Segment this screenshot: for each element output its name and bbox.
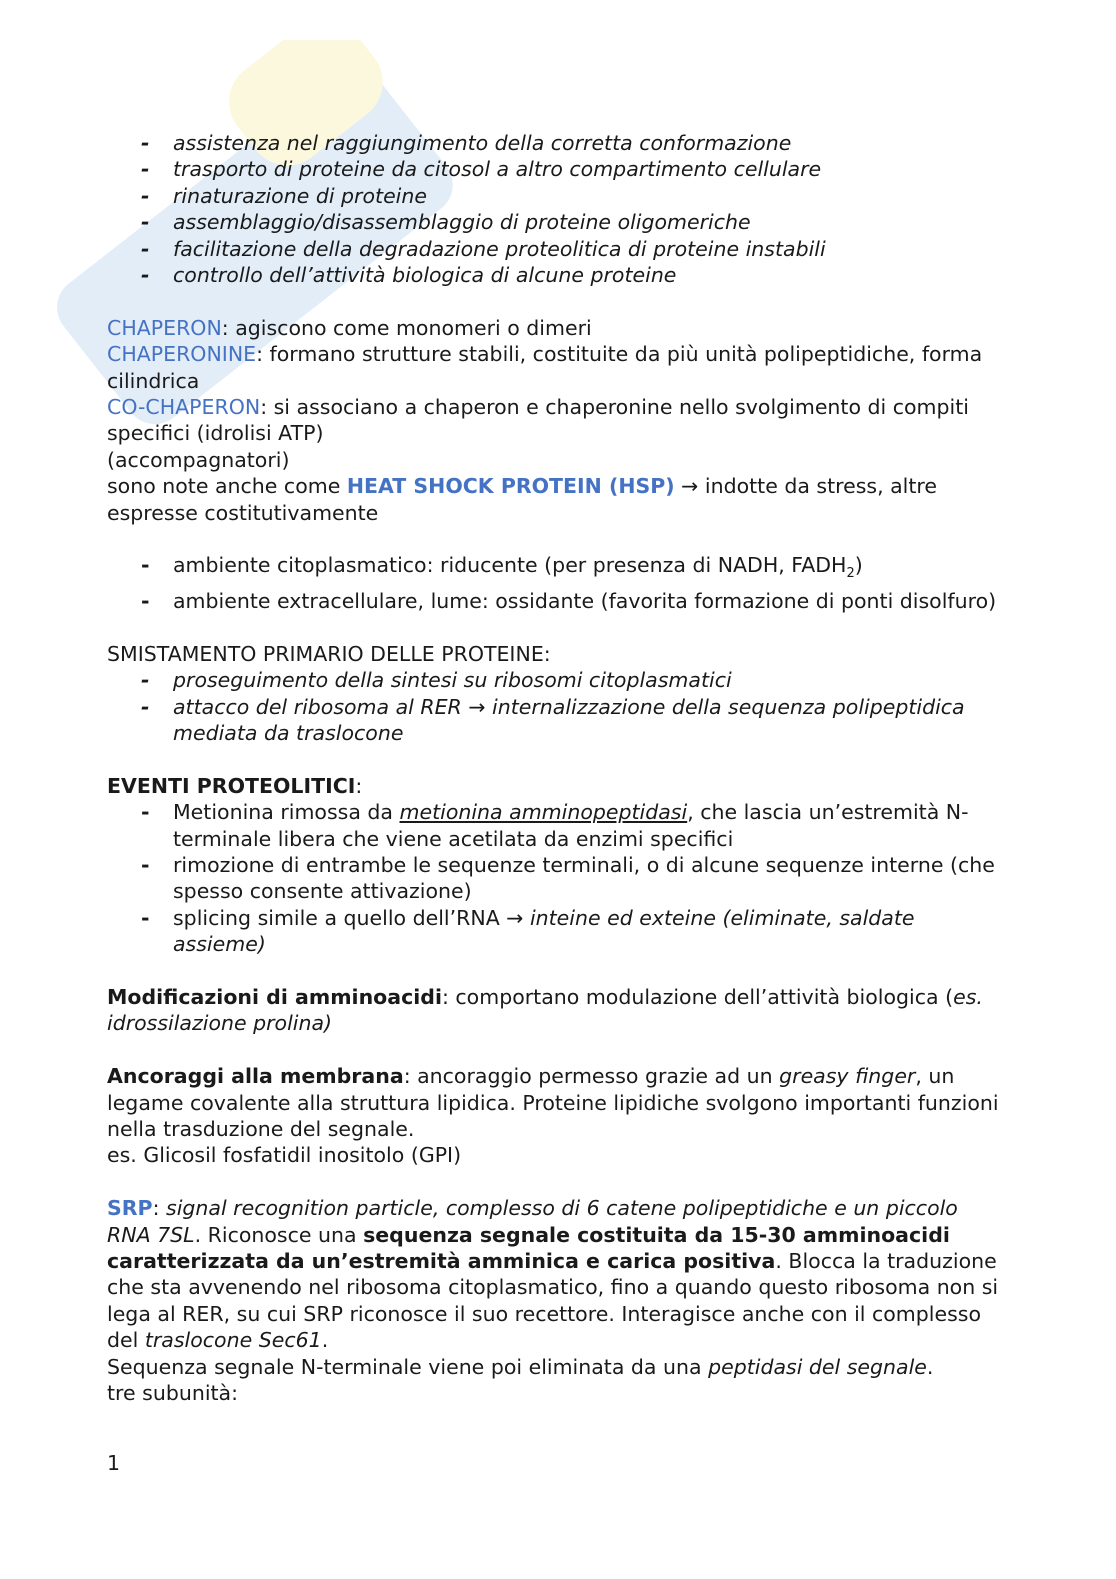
srp-text-1: . Riconosce una [194,1222,364,1247]
list-item: - assistenza nel raggiungimento della corretta conformazione [173,130,1007,156]
list-item: - ambiente extracellulare, lume: ossidante (favorita formazione di ponti disolfuro) [173,588,1007,614]
ancoraggi-ital: greasy finger [779,1064,916,1089]
modificazioni-term: Modificazioni di amminoacidi [107,985,442,1010]
hsp-term: HEAT SHOCK PROTEIN (HSP) [346,474,675,499]
list-item: - attacco del ribosoma al RER → internalizzazione della sequenza polipeptidica mediata da traslocone [173,694,1007,747]
environment-list [107,552,1007,614]
env-item-1-close: ) [854,553,863,578]
srp-ital-1: signal recognition particle, complesso di 6 catene polipeptidiche e un piccolo RNA 7SL [107,1196,958,1247]
list-item: - facilitazione della degradazione proteolitica di proteine instabili [173,236,1007,262]
ancoraggi-paragraph [107,1063,1007,1142]
hsp-paragraph [107,473,1007,526]
list-item: - controllo dell’attività biologica di alcune proteine [173,262,1007,288]
ancoraggi-text-2: , un legame covalente alla struttura lipidica. Proteine lipidiche svolgono importanti funzioni nella trasduzione del segnale. [107,1064,999,1142]
eventi-item-1-post: , che lascia un’estremità N-terminale libera che viene acetilata da enzimi specifici [173,800,969,851]
env-item-1-text: ambiente citoplasmatico: riducente (per presenza di NADH, FADH [173,553,847,578]
list-item [173,552,1007,588]
chaperon-text: : agiscono come monomeri o dimeri [221,315,592,340]
eventi-colon: : [355,773,363,798]
srp-term: SRP [107,1196,153,1221]
eventi-item-1-pre: Metionina rimossa da [173,800,400,825]
cochaperon-term: CO-CHAPERON [107,395,261,420]
arrow-icon: → [674,474,705,499]
ancoraggi-text-1: : ancoraggio permesso grazie ad un [403,1064,780,1089]
srp-line-2-post: . [926,1354,934,1379]
eventi-item-3-pre: splicing simile a quello dell’RNA → [173,905,530,930]
srp-ital-2: traslocone Sec61 [144,1328,322,1353]
ancoraggi-example: es. Glicosil fosfatidil inositolo (GPI) [107,1143,462,1168]
cochaperon-paragraph [107,394,1007,447]
smistamento-heading: SMISTAMENTO PRIMARIO DELLE PROTEINE: [107,641,551,666]
eventi-heading [107,773,1007,799]
modificazioni-example: es. idrossilazione prolina) [107,985,983,1036]
hsp-post: indotte da stress, altre espresse costitutivamente [107,474,938,525]
srp-line-2 [107,1354,1007,1380]
srp-bold-1: sequenza segnale costituita da 15-30 amminoacidi caratterizzata da un’estremità amminica e carica positiva [107,1222,950,1274]
srp-line-2-pre: Sequenza segnale N-terminale viene poi eliminata da una [107,1354,709,1379]
list-item: - rimozione di entrambe le sequenze terminali, o di alcune sequenze interne (che spesso consente attivazione) [173,852,1007,905]
srp-subunits: tre subunità: [107,1381,239,1406]
accompagnatori-note: (accompagnatori) [107,447,290,472]
chaperonine-term: CHAPERONINE [107,342,257,367]
eventi-list [107,799,1007,957]
chaperonine-text: : formano strutture stabili, costituite da più unità polipeptidiche, forma cilindrica [107,342,983,393]
chaperonine-paragraph [107,341,1007,394]
chaperon-paragraph [107,315,1007,341]
list-item [173,905,1007,958]
modificazioni-paragraph [107,984,1007,1037]
srp-colon: : [152,1196,167,1221]
functions-list [107,130,1007,288]
list-item: - assemblaggio/disassemblaggio di proteine oligomeriche [173,209,1007,235]
hsp-pre: sono note anche come [107,474,347,499]
list-item: - rinaturazione di proteine [173,183,1007,209]
srp-text-3: . [321,1328,329,1353]
srp-text-2: . Blocca la traduzione che sta avvenendo nel ribosoma citoplasmatico, fino a quando questo ribosoma non si lega al RER, su cui SRP riconosce il suo recettore. Interagisce anche con il complesso del [107,1249,999,1353]
eventi-heading-text: EVENTI PROTEOLITICI [107,773,356,798]
cochaperon-text: : si associano a chaperon e chaperonine nello svolgimento di compiti specifici (idrolisi ATP) [107,395,969,446]
srp-line-2-ital: peptidasi del segnale [708,1354,927,1379]
env-item-1-sub: 2 [846,566,855,582]
eventi-item-1-term: metionina amminopeptidasi [399,800,688,825]
eventi-item-3-ital: inteine ed exteine (eliminate, saldate assieme) [173,905,915,957]
modificazioni-text: : comportano modulazione dell’attività biologica ( [441,985,954,1010]
smistamento-list [107,667,1007,746]
page-number: 1 [107,1451,121,1475]
document-page [107,130,1007,1406]
list-item: - trasporto di proteine da citosol a altro compartimento cellulare [173,156,1007,182]
ancoraggi-term: Ancoraggi alla membrana [107,1064,404,1089]
list-item [173,799,1007,852]
srp-paragraph [107,1195,1007,1353]
chaperon-term: CHAPERON [107,315,222,340]
list-item: - proseguimento della sintesi su ribosomi citoplasmatici [173,667,1007,693]
